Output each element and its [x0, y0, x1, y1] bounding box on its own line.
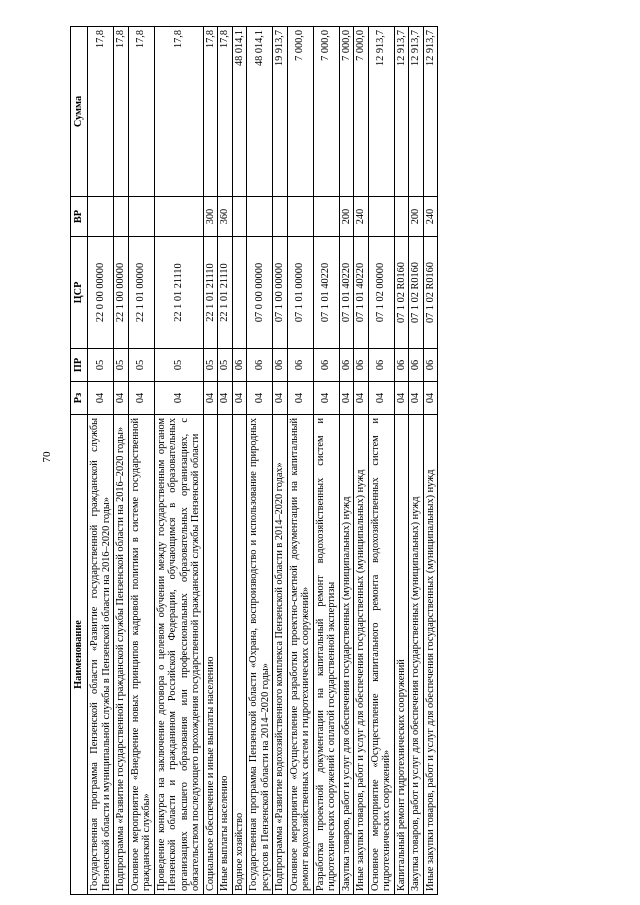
cell-vr	[287, 197, 313, 237]
budget-table	[70, 26, 438, 895]
table-body	[88, 27, 438, 895]
cell-rz: 04	[368, 382, 394, 415]
cell-sum: 12 913,7	[423, 27, 438, 197]
cell-vr: 240	[423, 197, 438, 237]
cell-rz: 04	[273, 382, 288, 415]
cell-rz: 04	[203, 382, 218, 415]
header-csr: ЦСР	[71, 237, 88, 349]
table-row	[354, 27, 369, 895]
cell-rz: 04	[218, 382, 233, 415]
cell-vr	[368, 197, 394, 237]
cell-pr: 06	[273, 349, 288, 382]
table-row	[287, 27, 313, 895]
table-header-row	[71, 27, 88, 895]
header-pr: ПР	[71, 349, 88, 382]
cell-sum: 7 000,0	[313, 27, 339, 197]
table-row	[218, 27, 233, 895]
cell-vr: 200	[339, 197, 354, 237]
rotated-page-frame	[70, 27, 567, 895]
cell-sum: 17,8	[128, 27, 154, 197]
cell-csr: 07 1 02 00000	[368, 237, 394, 349]
cell-csr: 07 1 02 R0160	[423, 237, 438, 349]
cell-vr: 240	[354, 197, 369, 237]
table-row	[232, 27, 247, 895]
cell-vr	[273, 197, 288, 237]
cell-sum: 19 913,7	[273, 27, 288, 197]
cell-rz: 04	[154, 382, 203, 415]
cell-pr: 06	[394, 349, 409, 382]
cell-csr: 07 1 01 40220	[354, 237, 369, 349]
cell-pr: 06	[339, 349, 354, 382]
table-row	[247, 27, 273, 895]
cell-sum: 17,8	[88, 27, 114, 197]
cell-pr: 06	[247, 349, 273, 382]
cell-csr: 07 1 02 R0160	[394, 237, 409, 349]
cell-csr: 07 1 00 00000	[273, 237, 288, 349]
cell-pr: 06	[423, 349, 438, 382]
cell-sum: 17,8	[154, 27, 203, 197]
cell-vr: 200	[409, 197, 424, 237]
table-row	[154, 27, 203, 895]
cell-vr	[313, 197, 339, 237]
cell-pr: 05	[154, 349, 203, 382]
cell-csr: 07 0 00 00000	[247, 237, 273, 349]
cell-pr: 06	[287, 349, 313, 382]
header-rz: Рз	[71, 382, 88, 415]
cell-vr	[154, 197, 203, 237]
cell-sum: 12 913,7	[394, 27, 409, 197]
cell-vr	[247, 197, 273, 237]
table-row	[273, 27, 288, 895]
cell-pr: 06	[409, 349, 424, 382]
cell-rz: 04	[128, 382, 154, 415]
header-sum: Сумма	[71, 27, 88, 197]
cell-csr: 07 1 01 00000	[287, 237, 313, 349]
cell-rz: 04	[339, 382, 354, 415]
cell-csr: 22 1 01 21110	[154, 237, 203, 349]
cell-name: Проведение конкурса на заключение договора о целевом обучении между государственным органом Пензенской области и гражданином Российской Федерации, обучающимся в образовательных организациях высшего образования или профессиональных образовательных организациях, с обязательством последующего прохождения государственной гражданской службы Пензенской области	[154, 415, 203, 895]
cell-rz: 04	[423, 382, 438, 415]
cell-name: Иные закупки товаров, работ и услуг для обеспечения государственных (муниципальных) нужд	[354, 415, 369, 895]
cell-csr: 07 1 02 R0160	[409, 237, 424, 349]
cell-vr: 300	[203, 197, 218, 237]
table-row	[394, 27, 409, 895]
table-row	[128, 27, 154, 895]
cell-vr	[232, 197, 247, 237]
cell-pr: 05	[218, 349, 233, 382]
cell-sum: 48 014,1	[247, 27, 273, 197]
cell-rz: 04	[114, 382, 129, 415]
cell-vr	[114, 197, 129, 237]
cell-rz: 04	[88, 382, 114, 415]
cell-pr: 06	[232, 349, 247, 382]
cell-name: Основное мероприятие «Осуществление капитального ремонта водохозяйственных систем и гидротехнических сооружений»	[368, 415, 394, 895]
cell-name: Государственная программа Пензенской области «Охрана, воспроизводство и использование природных ресурсов в Пензенской области на 2014–2020 годы»	[247, 415, 273, 895]
cell-csr: 22 1 00 00000	[114, 237, 129, 349]
cell-name: Закупка товаров, работ и услуг для обеспечения государственных (муниципальных) нужд	[339, 415, 354, 895]
cell-pr: 05	[88, 349, 114, 382]
cell-sum: 17,8	[203, 27, 218, 197]
cell-sum: 17,8	[218, 27, 233, 197]
cell-sum: 12 913,7	[409, 27, 424, 197]
cell-csr: 22 0 00 00000	[88, 237, 114, 349]
cell-sum: 17,8	[114, 27, 129, 197]
cell-rz: 04	[394, 382, 409, 415]
header-vr: ВР	[71, 197, 88, 237]
cell-name: Социальное обеспечение и иные выплаты населению	[203, 415, 218, 895]
cell-rz: 04	[313, 382, 339, 415]
cell-rz: 04	[409, 382, 424, 415]
cell-sum: 7 000,0	[354, 27, 369, 197]
cell-rz: 04	[247, 382, 273, 415]
cell-sum: 7 000,0	[339, 27, 354, 197]
cell-name: Основное мероприятие «Осуществление разработки проектно-сметной документации на капитальный ремонт водохозяйственных систем и гидротехнических сооружений»	[287, 415, 313, 895]
cell-csr: 22 1 01 21110	[218, 237, 233, 349]
cell-vr: 360	[218, 197, 233, 237]
cell-sum: 7 000,0	[287, 27, 313, 197]
cell-pr: 06	[313, 349, 339, 382]
cell-csr: 22 1 01 00000	[128, 237, 154, 349]
cell-name: Иные закупки товаров, работ и услуг для обеспечения государственных (муниципальных) нужд	[423, 415, 438, 895]
cell-name: Государственная программа Пензенской области «Развитие государственной гражданской службы Пензенской области и муниципальной службы в Пензенской области на 2016–2020 годы»	[88, 415, 114, 895]
cell-pr: 05	[114, 349, 129, 382]
cell-csr: 07 1 01 40220	[313, 237, 339, 349]
cell-vr	[128, 197, 154, 237]
table-row	[114, 27, 129, 895]
cell-csr: 07 1 01 40220	[339, 237, 354, 349]
cell-name: Капитальный ремонт гидротехнических сооружений	[394, 415, 409, 895]
cell-name: Разработка проектной документации на капитальный ремонт водохозяйственных систем и гидротехнических сооружений с оплатой государственной экспертизы	[313, 415, 339, 895]
cell-sum: 12 913,7	[368, 27, 394, 197]
cell-vr	[88, 197, 114, 237]
cell-pr: 06	[368, 349, 394, 382]
table-row	[339, 27, 354, 895]
table-row	[203, 27, 218, 895]
cell-csr	[232, 237, 247, 349]
cell-name: Подпрограмма «Развитие государственной гражданской службы Пензенской области на 2016–2020 годы»	[114, 415, 129, 895]
cell-rz: 04	[232, 382, 247, 415]
cell-rz: 04	[354, 382, 369, 415]
table-row	[88, 27, 114, 895]
cell-vr	[394, 197, 409, 237]
cell-pr: 05	[203, 349, 218, 382]
cell-pr: 06	[354, 349, 369, 382]
cell-name: Закупка товаров, работ и услуг для обеспечения государственных (муниципальных) нужд	[409, 415, 424, 895]
table-row	[313, 27, 339, 895]
cell-name: Водное хозяйство	[232, 415, 247, 895]
cell-rz: 04	[287, 382, 313, 415]
table-row	[423, 27, 438, 895]
cell-csr: 22 1 01 21110	[203, 237, 218, 349]
cell-sum: 48 014,1	[232, 27, 247, 197]
page-number: 70	[41, 451, 53, 463]
cell-name: Основное мероприятие «Внедрение новых принципов кадровой политики в системе государственной гражданской службы»	[128, 415, 154, 895]
header-name: Наименование	[71, 415, 88, 895]
table-row	[368, 27, 394, 895]
cell-pr: 05	[128, 349, 154, 382]
table-row	[409, 27, 424, 895]
cell-name: Иные выплаты населению	[218, 415, 233, 895]
cell-name: Подпрограмма «Развитие водохозяйственного комплекса Пензенской области в 2014–2020 годах»	[273, 415, 288, 895]
